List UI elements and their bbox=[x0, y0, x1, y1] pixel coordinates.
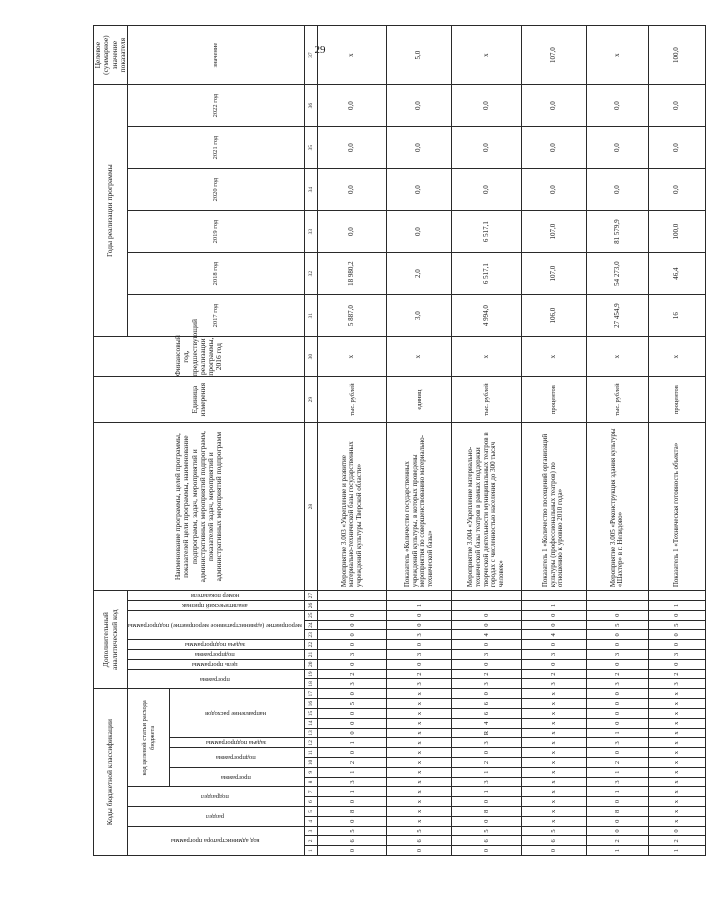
column-number: 6 bbox=[304, 797, 317, 807]
additional-analytic-header: Дополнительный аналитический код bbox=[94, 591, 128, 689]
row-year-value-cell: 0,0 bbox=[521, 127, 586, 169]
column-number: 36 bbox=[304, 85, 317, 127]
row-year-value-cell: 0,0 bbox=[452, 127, 521, 169]
code-digit-cell: х bbox=[521, 689, 586, 699]
column-number: 14 bbox=[304, 718, 317, 728]
code-digit-cell: х bbox=[521, 738, 586, 748]
code-digit-cell: 0 bbox=[387, 659, 452, 669]
code-digit-cell: 2 bbox=[649, 836, 705, 846]
subprogram-code-header: подпрограмма bbox=[128, 650, 305, 660]
code-digit-cell: 1 bbox=[649, 846, 705, 856]
code-digit-cell: 0 bbox=[452, 846, 521, 856]
program-goal-header: цель программы bbox=[128, 659, 305, 669]
column-number: 25 bbox=[304, 610, 317, 620]
column-number: 3 bbox=[304, 826, 317, 836]
code-digit-cell: 1 bbox=[586, 767, 649, 777]
row-year-value-cell: 6 517,1 bbox=[452, 253, 521, 295]
code-digit-cell: 3 bbox=[317, 777, 386, 787]
table-row bbox=[317, 26, 386, 856]
code-digit-cell: х bbox=[387, 709, 452, 719]
code-digit-cell: 5 bbox=[317, 699, 386, 709]
code-digit-cell: 2 bbox=[521, 669, 586, 679]
row-year-value-cell: 81 579,9 bbox=[586, 211, 649, 253]
row-year-value-cell: 107,0 bbox=[521, 211, 586, 253]
code-digit-cell: х bbox=[649, 748, 705, 758]
target-program-header: программа bbox=[170, 767, 305, 787]
row-year-value-cell: 5 887,0 bbox=[317, 295, 386, 337]
code-digit-cell: 3 bbox=[387, 650, 452, 660]
target-subprogram-header: подпрограмма bbox=[170, 748, 305, 768]
code-digit-cell: 0 bbox=[317, 610, 386, 620]
code-digit-cell: 8 bbox=[452, 807, 521, 817]
code-digit-cell: 3 bbox=[586, 650, 649, 660]
code-digit-cell: 6 bbox=[521, 836, 586, 846]
code-digit-cell bbox=[317, 591, 386, 601]
column-number: 10 bbox=[304, 758, 317, 768]
row-year-value-cell: 0,0 bbox=[452, 85, 521, 127]
code-digit-cell: 4 bbox=[452, 718, 521, 728]
code-digit-cell: 3 bbox=[452, 777, 521, 787]
code-digit-cell: 1 bbox=[387, 601, 452, 611]
code-digit-cell: 8 bbox=[586, 807, 649, 817]
code-digit-cell: х bbox=[387, 699, 452, 709]
code-digit-cell: х bbox=[521, 767, 586, 777]
row-year-value-cell: 6 517,1 bbox=[452, 211, 521, 253]
code-digit-cell: 1 bbox=[452, 787, 521, 797]
code-digit-cell: 3 bbox=[521, 679, 586, 689]
code-digit-cell: 0 bbox=[452, 689, 521, 699]
code-digit-cell: 3 bbox=[387, 630, 452, 640]
row-year-value-cell: 0,0 bbox=[649, 169, 705, 211]
row-final-value-cell: 5,0 bbox=[387, 26, 452, 85]
rotated-table-wrapper bbox=[93, 35, 681, 856]
code-digit-cell: х bbox=[387, 689, 452, 699]
column-number: 20 bbox=[304, 659, 317, 669]
code-digit-cell: х bbox=[521, 807, 586, 817]
row-final-value-cell: х bbox=[586, 26, 649, 85]
code-digit-cell: 5 bbox=[586, 620, 649, 630]
page-number: 29 bbox=[314, 44, 326, 56]
row-year-value-cell: 0,0 bbox=[317, 169, 386, 211]
column-number: 13 bbox=[304, 728, 317, 738]
row-name-cell: Показатель «Количество государственных учреждений культуры, в которых проведены мероприятия по совершенствованию материально-технической базы» bbox=[387, 423, 452, 591]
code-digit-cell: 6 bbox=[452, 699, 521, 709]
code-digit-cell: 2 bbox=[586, 758, 649, 768]
code-digit-cell: 0 bbox=[649, 630, 705, 640]
code-digit-cell: х bbox=[649, 787, 705, 797]
code-digit-cell: 0 bbox=[317, 689, 386, 699]
table-row bbox=[586, 26, 649, 856]
code-digit-cell: 0 bbox=[521, 640, 586, 650]
row-name-cell: Мероприятие 3.003 «Укрепление и развитие материально-технической базы государственных учреждений культуры Тверской области» bbox=[317, 423, 386, 591]
code-digit-cell: х bbox=[387, 728, 452, 738]
column-number: 5 bbox=[304, 807, 317, 817]
target-task-header: задача подпрограммы bbox=[170, 738, 305, 748]
code-digit-cell: 0 bbox=[387, 846, 452, 856]
code-digit-cell: 0 bbox=[521, 610, 586, 620]
row-year-value-cell: 2,0 bbox=[387, 253, 452, 295]
code-digit-cell: 5 bbox=[521, 826, 586, 836]
code-digit-cell: 1 bbox=[317, 738, 386, 748]
code-digit-cell: х bbox=[649, 699, 705, 709]
code-digit-cell: 0 bbox=[317, 620, 386, 630]
subsection-header: подраздел bbox=[128, 787, 305, 807]
year-2021-header: 2021 год bbox=[128, 127, 305, 169]
code-digit-cell: х bbox=[521, 797, 586, 807]
row-year-value-cell: 54 273,0 bbox=[586, 253, 649, 295]
row-base-year-cell: х bbox=[387, 337, 452, 377]
code-digit-cell: 4 bbox=[521, 630, 586, 640]
code-digit-cell: 3 bbox=[521, 650, 586, 660]
code-digit-cell: 0 bbox=[452, 816, 521, 826]
code-digit-cell bbox=[521, 591, 586, 601]
code-digit-cell: 3 bbox=[452, 650, 521, 660]
code-digit-cell: 8 bbox=[317, 807, 386, 817]
code-digit-cell: 3 bbox=[387, 679, 452, 689]
code-digit-cell: 0 bbox=[452, 620, 521, 630]
unit-column-header: Единица измерения bbox=[94, 377, 305, 423]
row-year-value-cell: 0,0 bbox=[586, 85, 649, 127]
code-digit-cell: 1 bbox=[586, 787, 649, 797]
code-digit-cell bbox=[586, 601, 649, 611]
row-year-value-cell: 0,0 bbox=[649, 85, 705, 127]
year-2022-header: 2022 год bbox=[128, 85, 305, 127]
code-digit-cell: 3 bbox=[452, 738, 521, 748]
code-digit-cell: х bbox=[649, 777, 705, 787]
code-digit-cell bbox=[387, 591, 452, 601]
code-digit-cell: 0 bbox=[586, 630, 649, 640]
row-final-value-cell: 107,0 bbox=[521, 26, 586, 85]
row-year-value-cell: 0,0 bbox=[387, 211, 452, 253]
row-year-value-cell: 0,0 bbox=[521, 85, 586, 127]
row-year-value-cell: 0,0 bbox=[586, 127, 649, 169]
row-base-year-cell: х bbox=[452, 337, 521, 377]
measure-header: мероприятие (административное мероприятие) подпрограммы bbox=[128, 610, 305, 639]
code-digit-cell: 0 bbox=[649, 826, 705, 836]
code-digit-cell: 0 bbox=[317, 797, 386, 807]
budget-codes-header: Коды бюджетной классификации bbox=[94, 689, 128, 856]
code-digit-cell: 6 bbox=[452, 836, 521, 846]
code-digit-cell: х bbox=[387, 816, 452, 826]
code-digit-cell: 1 bbox=[317, 767, 386, 777]
row-unit-cell: процентов bbox=[521, 377, 586, 423]
code-digit-cell: х bbox=[521, 758, 586, 768]
row-year-value-cell: 0,0 bbox=[317, 127, 386, 169]
code-digit-cell: х bbox=[387, 738, 452, 748]
code-digit-cell: 1 bbox=[586, 728, 649, 738]
code-digit-cell: 0 bbox=[452, 659, 521, 669]
code-digit-cell: х bbox=[387, 777, 452, 787]
code-digit-cell: х bbox=[649, 728, 705, 738]
column-number: 19 bbox=[304, 669, 317, 679]
code-digit-cell: х bbox=[387, 748, 452, 758]
code-digit-cell: 0 bbox=[317, 728, 386, 738]
code-digit-cell: 6 bbox=[452, 709, 521, 719]
row-unit-cell: тыс. рублей bbox=[317, 377, 386, 423]
code-digit-cell: х bbox=[521, 718, 586, 728]
row-base-year-cell: х bbox=[521, 337, 586, 377]
code-digit-cell: х bbox=[387, 797, 452, 807]
row-year-value-cell: 46,4 bbox=[649, 253, 705, 295]
code-digit-cell: 2 bbox=[317, 758, 386, 768]
row-year-value-cell: 0,0 bbox=[387, 127, 452, 169]
code-digit-cell: х bbox=[649, 709, 705, 719]
code-digit-cell: 0 bbox=[452, 748, 521, 758]
row-year-value-cell: 18 980,2 bbox=[317, 253, 386, 295]
column-number: 7 bbox=[304, 787, 317, 797]
code-digit-cell: 5 bbox=[649, 620, 705, 630]
code-digit-cell: 1 bbox=[317, 787, 386, 797]
code-digit-cell: 1 bbox=[452, 767, 521, 777]
year-2018-header: 2018 год bbox=[128, 253, 305, 295]
column-number: 16 bbox=[304, 699, 317, 709]
code-digit-cell bbox=[317, 601, 386, 611]
row-year-value-cell: 27 454,9 bbox=[586, 295, 649, 337]
row-name-cell: Мероприятие 3.005 «Реконструкция здания культуры «Шахтер» в г. Нелидово» bbox=[586, 423, 649, 591]
column-number: 23 bbox=[304, 630, 317, 640]
code-digit-cell: 0 bbox=[317, 640, 386, 650]
code-digit-cell: 0 bbox=[586, 797, 649, 807]
code-digit-cell: х bbox=[387, 718, 452, 728]
row-year-value-cell: 0,0 bbox=[317, 211, 386, 253]
row-name-cell: Мероприятие 3.004 «Укрепление материально-технической базы театров в рамках поддержки творческой деятельности муниципальных театров в городах с численностью населения до 300 тысяч человек» bbox=[452, 423, 521, 591]
code-digit-cell: 0 bbox=[452, 610, 521, 620]
code-digit-cell: 1 bbox=[586, 846, 649, 856]
row-year-value-cell: 4 994,0 bbox=[452, 295, 521, 337]
column-number-row bbox=[304, 26, 317, 856]
row-name-cell: Показатель 1 «Техническая готовность объекта» bbox=[649, 423, 705, 591]
code-digit-cell: х bbox=[521, 699, 586, 709]
code-digit-cell: 0 bbox=[586, 610, 649, 620]
year-2019-header: 2019 год bbox=[128, 211, 305, 253]
row-year-value-cell: 3,0 bbox=[387, 295, 452, 337]
code-digit-cell: х bbox=[521, 816, 586, 826]
code-digit-cell: 2 bbox=[452, 669, 521, 679]
code-digit-cell: х bbox=[649, 689, 705, 699]
table-row bbox=[521, 26, 586, 856]
target-article-header: код целевой статьи расхода бюджета bbox=[128, 689, 170, 787]
code-digit-cell: 0 bbox=[387, 610, 452, 620]
code-digit-cell: 5 bbox=[317, 826, 386, 836]
column-number: 17 bbox=[304, 689, 317, 699]
code-digit-cell: 3 bbox=[649, 679, 705, 689]
code-digit-cell: 0 bbox=[586, 709, 649, 719]
subprogram-task-header: задача подпрограммы bbox=[128, 640, 305, 650]
program-table bbox=[93, 25, 706, 856]
row-year-value-cell: 0,0 bbox=[317, 85, 386, 127]
name-column-header: Наименование программы, целей программы, показателей цели программы, наименование подпрограмм, задач, мероприятий и административных мероприятий подпрограмм, показателей задач, мероприятий и административных мероприятий подпрограмм bbox=[94, 423, 305, 591]
table-row bbox=[387, 26, 452, 856]
row-year-value-cell: 0,0 bbox=[387, 169, 452, 211]
analytic-sign-header: аналитический признак bbox=[128, 601, 305, 611]
column-number: 12 bbox=[304, 738, 317, 748]
code-digit-cell: 0 bbox=[317, 846, 386, 856]
code-digit-cell: х bbox=[649, 718, 705, 728]
code-digit-cell: 0 bbox=[649, 659, 705, 669]
code-digit-cell: х bbox=[649, 738, 705, 748]
code-digit-cell: 3 bbox=[586, 777, 649, 787]
code-digit-cell: 4 bbox=[452, 630, 521, 640]
code-digit-cell: 5 bbox=[452, 826, 521, 836]
column-number: 1 bbox=[304, 846, 317, 856]
column-number: 18 bbox=[304, 679, 317, 689]
column-number: 9 bbox=[304, 767, 317, 777]
final-value-header: значение bbox=[128, 26, 305, 85]
code-digit-cell: R bbox=[452, 728, 521, 738]
code-digit-cell: х bbox=[521, 748, 586, 758]
row-year-value-cell: 106,0 bbox=[521, 295, 586, 337]
code-digit-cell: 0 bbox=[452, 640, 521, 650]
code-digit-cell: х bbox=[387, 787, 452, 797]
code-digit-cell: х bbox=[649, 758, 705, 768]
code-digit-cell: 0 bbox=[521, 620, 586, 630]
code-digit-cell: 1 bbox=[649, 601, 705, 611]
row-year-value-cell: 0,0 bbox=[452, 169, 521, 211]
code-digit-cell: 3 bbox=[586, 679, 649, 689]
final-value-group-header: Целевое (суммарное) значение показателя bbox=[94, 26, 128, 85]
code-digit-cell: 0 bbox=[317, 709, 386, 719]
column-number: 8 bbox=[304, 777, 317, 787]
code-digit-cell: 0 bbox=[586, 699, 649, 709]
row-final-value-cell: х bbox=[317, 26, 386, 85]
column-number: 30 bbox=[304, 337, 317, 377]
code-digit-cell: 0 bbox=[649, 610, 705, 620]
code-digit-cell: 0 bbox=[586, 640, 649, 650]
code-digit-cell: 6 bbox=[317, 836, 386, 846]
base-year-column-header: Финансовый год, предшествующий реализации программы, 2016 год bbox=[94, 337, 305, 377]
row-base-year-cell: х bbox=[317, 337, 386, 377]
row-year-value-cell: 100,0 bbox=[649, 211, 705, 253]
section-header: раздел bbox=[128, 807, 305, 827]
code-digit-cell: х bbox=[521, 709, 586, 719]
code-digit-cell: 3 bbox=[452, 679, 521, 689]
indicator-number-header: номер показателя bbox=[128, 591, 305, 601]
row-year-value-cell: 107,0 bbox=[521, 253, 586, 295]
code-digit-cell: 2 bbox=[317, 669, 386, 679]
code-digit-cell: х bbox=[521, 777, 586, 787]
row-year-value-cell: 0,0 bbox=[387, 85, 452, 127]
column-number: 27 bbox=[304, 591, 317, 601]
column-number: 34 bbox=[304, 169, 317, 211]
code-digit-cell: 0 bbox=[317, 659, 386, 669]
row-year-value-cell: 0,0 bbox=[521, 169, 586, 211]
code-digit-cell: 2 bbox=[452, 758, 521, 768]
column-number: 24 bbox=[304, 620, 317, 630]
code-digit-cell: х bbox=[649, 797, 705, 807]
code-digit-cell: 2 bbox=[586, 836, 649, 846]
column-number: 32 bbox=[304, 253, 317, 295]
column-number: 29 bbox=[304, 377, 317, 423]
row-name-cell: Показатель 1 «Количество посещений организаций культуры (профессиональных театров) по отношению к уровню 2010 года» bbox=[521, 423, 586, 591]
code-digit-cell: х bbox=[387, 767, 452, 777]
row-year-value-cell: 0,0 bbox=[586, 169, 649, 211]
column-number: 35 bbox=[304, 127, 317, 169]
column-number: 22 bbox=[304, 640, 317, 650]
code-digit-cell bbox=[452, 601, 521, 611]
year-2020-header: 2020 год bbox=[128, 169, 305, 211]
code-digit-cell: х bbox=[649, 767, 705, 777]
table-row bbox=[649, 26, 705, 856]
code-digit-cell: 3 bbox=[586, 738, 649, 748]
expense-direction-header: направление расходов bbox=[170, 689, 305, 738]
admin-code-header: код администратора программы bbox=[128, 826, 305, 855]
code-digit-cell: х bbox=[521, 728, 586, 738]
row-base-year-cell: х bbox=[649, 337, 705, 377]
code-digit-cell: 0 bbox=[387, 640, 452, 650]
code-digit-cell: 2 bbox=[586, 669, 649, 679]
column-number: 28 bbox=[304, 423, 317, 591]
column-number: 4 bbox=[304, 816, 317, 826]
code-digit-cell: 0 bbox=[586, 748, 649, 758]
code-digit-cell: 0 bbox=[317, 748, 386, 758]
column-number: 15 bbox=[304, 709, 317, 719]
row-final-value-cell: х bbox=[452, 26, 521, 85]
code-digit-cell: х bbox=[521, 787, 586, 797]
code-digit-cell: 0 bbox=[586, 659, 649, 669]
code-digit-cell: 0 bbox=[317, 816, 386, 826]
code-digit-cell: 0 bbox=[586, 689, 649, 699]
column-number: 2 bbox=[304, 836, 317, 846]
code-digit-cell: х bbox=[649, 807, 705, 817]
code-digit-cell: 0 bbox=[521, 659, 586, 669]
table-row bbox=[452, 26, 521, 856]
code-digit-cell bbox=[649, 591, 705, 601]
column-number: 33 bbox=[304, 211, 317, 253]
code-digit-cell: х bbox=[387, 807, 452, 817]
code-digit-cell: 0 bbox=[317, 718, 386, 728]
column-number: 11 bbox=[304, 748, 317, 758]
code-digit-cell: 3 bbox=[317, 650, 386, 660]
code-digit-cell: 0 bbox=[317, 630, 386, 640]
code-digit-cell: х bbox=[387, 758, 452, 768]
code-digit-cell: 2 bbox=[387, 669, 452, 679]
column-number: 37 bbox=[304, 26, 317, 85]
row-unit-cell: единиц bbox=[387, 377, 452, 423]
code-digit-cell bbox=[586, 591, 649, 601]
row-year-value-cell: 16 bbox=[649, 295, 705, 337]
code-digit-cell: 0 bbox=[452, 797, 521, 807]
code-digit-cell: 2 bbox=[649, 669, 705, 679]
code-digit-cell: 0 bbox=[586, 718, 649, 728]
column-number: 31 bbox=[304, 295, 317, 337]
code-digit-cell: 0 bbox=[649, 640, 705, 650]
column-number: 21 bbox=[304, 650, 317, 660]
code-digit-cell: 3 bbox=[317, 679, 386, 689]
code-digit-cell: 0 bbox=[586, 816, 649, 826]
code-digit-cell: 5 bbox=[387, 826, 452, 836]
code-digit-cell: 0 bbox=[521, 846, 586, 856]
code-digit-cell: х bbox=[649, 816, 705, 826]
row-year-value-cell: 0,0 bbox=[649, 127, 705, 169]
code-digit-cell bbox=[452, 591, 521, 601]
row-unit-cell: тыс. рублей bbox=[452, 377, 521, 423]
code-digit-cell: 0 bbox=[586, 826, 649, 836]
years-group-header: Годы реализации программы bbox=[94, 85, 128, 337]
column-number: 26 bbox=[304, 601, 317, 611]
code-digit-cell: 0 bbox=[387, 620, 452, 630]
code-digit-cell: 3 bbox=[649, 650, 705, 660]
row-unit-cell: процентов bbox=[649, 377, 705, 423]
year-2017-header: 2017 год bbox=[128, 295, 305, 337]
row-final-value-cell: 100,0 bbox=[649, 26, 705, 85]
row-unit-cell: тыс. рублей bbox=[586, 377, 649, 423]
code-digit-cell: 6 bbox=[387, 836, 452, 846]
program-code-header: программа bbox=[128, 669, 305, 689]
row-base-year-cell: х bbox=[586, 337, 649, 377]
code-digit-cell: 1 bbox=[521, 601, 586, 611]
